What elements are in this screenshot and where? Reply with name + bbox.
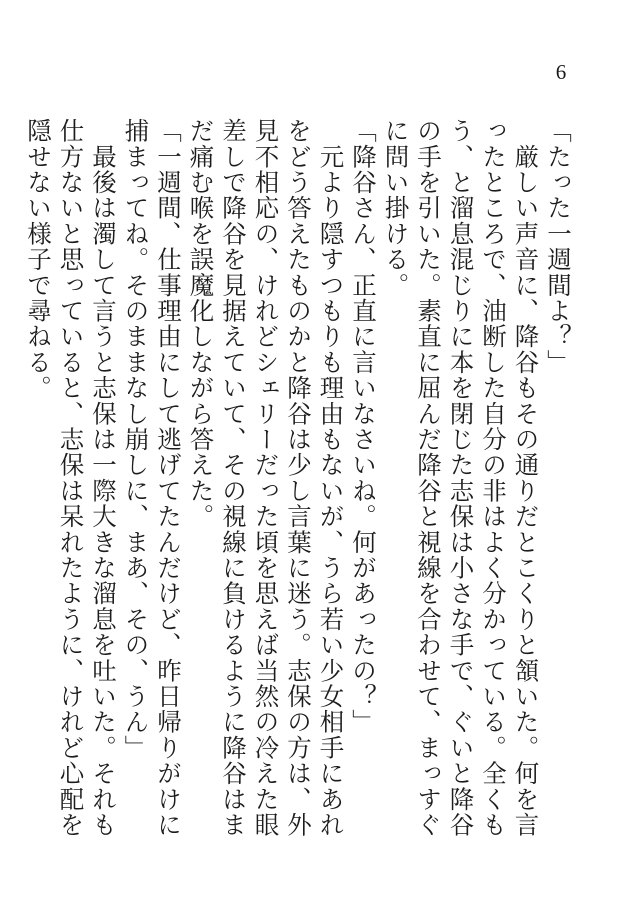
paragraph-4: 元より隠すつもりも理由もないが、うら若い少女相手にあれをどう答えたものかと降谷は少し言葉に迷う。志保の方は、外見不相応の、けれどシェリーだった頃を思えば当然の冷えた眼差しで降谷を見据えていて、その視線に負けるように降谷はまだ痛む喉を誤魔化しながら答えた。	[186, 118, 346, 838]
paragraph-5: 「一週間、仕事理由にして逃げてたんだけど、昨日帰りがけに捕まってね。そのままなし崩しに、まあ、その、うん」	[121, 118, 183, 838]
paragraph-1: 「たった一週間よ？」	[544, 118, 573, 375]
page-number: 6	[555, 60, 567, 84]
paragraph-2: 厳しい声音に、降谷もその通りだとこくりと頷いた。何を言ったところで、油断した自分の非はよく分かっている。全くもう、と溜息混じりに本を閉じた志保は小さな手で、ぐいと降谷の手を引いた。素直に屈んだ降谷と視線を合わせて、まっすぐに問い掛ける。	[381, 118, 541, 838]
vertical-text-body	[24, 118, 574, 838]
paragraph-3: 「降谷さん、正直に言いなさいね。何があったの？」	[349, 118, 378, 735]
paragraph-6: 最後は濁して言うと志保は一際大きな溜息を吐いた。それも仕方ないと思っていると、志保は呆れたように、けれど心配を隠せない様子で尋ねる。	[24, 118, 118, 838]
